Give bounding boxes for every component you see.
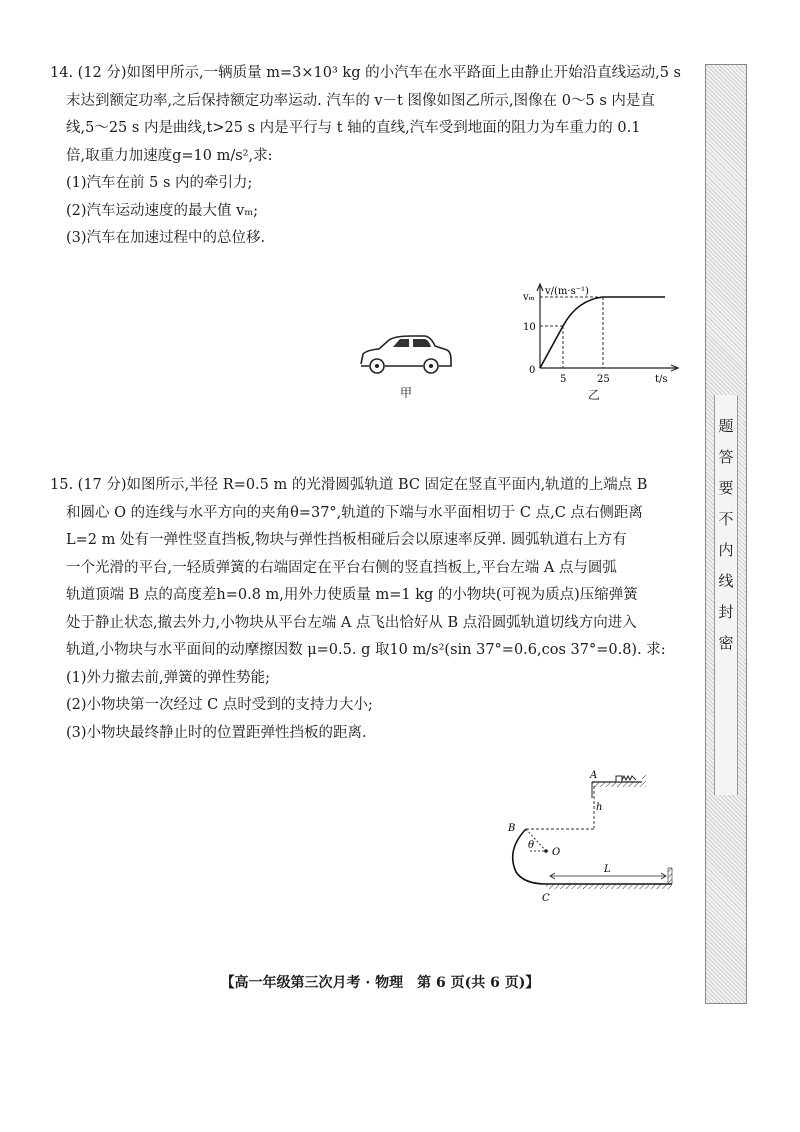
q15-sub-2: (2)小物块第一次经过 C 点时受到的支持力大小;	[66, 697, 373, 713]
q15-line-7: 轨道,小物块与水平面间的动摩擦因数 μ=0.5. g 取10 m/s²(sin 37°=0.6,cos 37°=0.8). 求:	[66, 642, 666, 658]
caption-jia: 甲	[400, 386, 413, 400]
label-theta: θ	[528, 840, 535, 851]
q15-line-5: 轨道顶端 B 点的高度差h=0.8 m,用外力使质量 m=1 kg 的小物块(可视为质点)压缩弹簧	[66, 587, 638, 603]
t-axis-label: t/s	[655, 374, 668, 385]
question-15	[50, 472, 690, 747]
label-l: L	[604, 864, 611, 875]
binding-warning: 题 答 要 不 内 线 封 密	[718, 417, 734, 652]
spring	[622, 776, 636, 780]
elastic-wall	[668, 868, 672, 884]
binding-band	[714, 395, 738, 795]
vt-graph	[505, 282, 685, 402]
label-o: O	[552, 847, 561, 858]
q15-line-1: 15. (17 分)如图所示,半径 R=0.5 m 的光滑圆弧轨道 BC 固定在竖直平面内,轨道的上端点 B	[50, 477, 648, 493]
q14-line-4: 倍,取重力加速度g=10 m/s²,求:	[66, 147, 273, 164]
car-window-right	[413, 339, 431, 347]
q14-sub-1: (1)汽车在前 5 s 内的牵引力;	[66, 175, 253, 191]
block	[616, 776, 622, 782]
label-a: A	[590, 770, 598, 781]
label-h: h	[596, 802, 603, 813]
q14-sub-2: (2)汽车运动速度的最大值 vₘ;	[66, 202, 259, 219]
q15-line-3: L=2 m 处有一弹性竖直挡板,物块与弹性挡板相碰后会以原速率反弹. 圆弧轨道右上方有	[66, 532, 627, 548]
page-footer: 【高一年级第三次月考 · 物理 第 6 页(共 6 页)】	[220, 975, 540, 991]
v-axis-label: v/(m·s⁻¹)	[545, 286, 589, 297]
vm-tick-label: vₘ	[523, 292, 535, 303]
label-b: B	[508, 823, 516, 834]
platform	[592, 782, 642, 787]
track-diagram	[500, 768, 690, 908]
platform-wall	[642, 774, 646, 787]
q15-line-6: 处于静止状态,撤去外力,小物块从平台左端 A 点飞出恰好从 B 点沿圆弧轨道切线方向进入	[66, 614, 637, 631]
binding-margin	[705, 64, 747, 1004]
q14-line-2: 末达到额定功率,之后保持额定功率运动. 汽车的 v－t 图像如图乙所示,图像在 0～5 s 内是直	[66, 92, 655, 109]
q15-line-4: 一个光滑的平台,一轻质弹簧的右端固定在平台右侧的竖直挡板上,平台左端 A 点与圆弧	[66, 559, 617, 576]
label-c: C	[542, 893, 550, 904]
q14-line-1: 14. (12 分)如图甲所示,一辆质量 m=3×10³ kg 的小汽车在水平路面上由静止开始沿直线运动,5 s	[50, 65, 681, 81]
arc-bc	[513, 829, 546, 884]
car-window-left	[393, 339, 409, 347]
t5-tick-label: 5	[560, 374, 567, 385]
q15-sub-1: (1)外力撤去前,弹簧的弹性势能;	[66, 669, 271, 686]
t25-tick-label: 25	[597, 374, 610, 385]
caption-yi: 乙	[588, 388, 601, 402]
q15-sub-3: (3)小物块最终静止时的位置距弹性挡板的距离.	[66, 724, 367, 741]
question-14	[50, 60, 690, 253]
q15-line-2: 和圆心 O 的连线与水平方向的夹角θ=37°,轨道的下端与水平面相切于 C 点,C 点右侧距离	[66, 504, 643, 521]
origin-label: 0	[529, 365, 536, 376]
q14-sub-3: (3)汽车在加速过程中的总位移.	[66, 230, 266, 246]
q14-line-3: 线,5～25 s 内是曲线,t>25 s 内是平行与 t 轴的直线,汽车受到地面的阻力为车重力的 0.1	[66, 120, 641, 136]
v10-tick-label: 10	[523, 322, 536, 333]
